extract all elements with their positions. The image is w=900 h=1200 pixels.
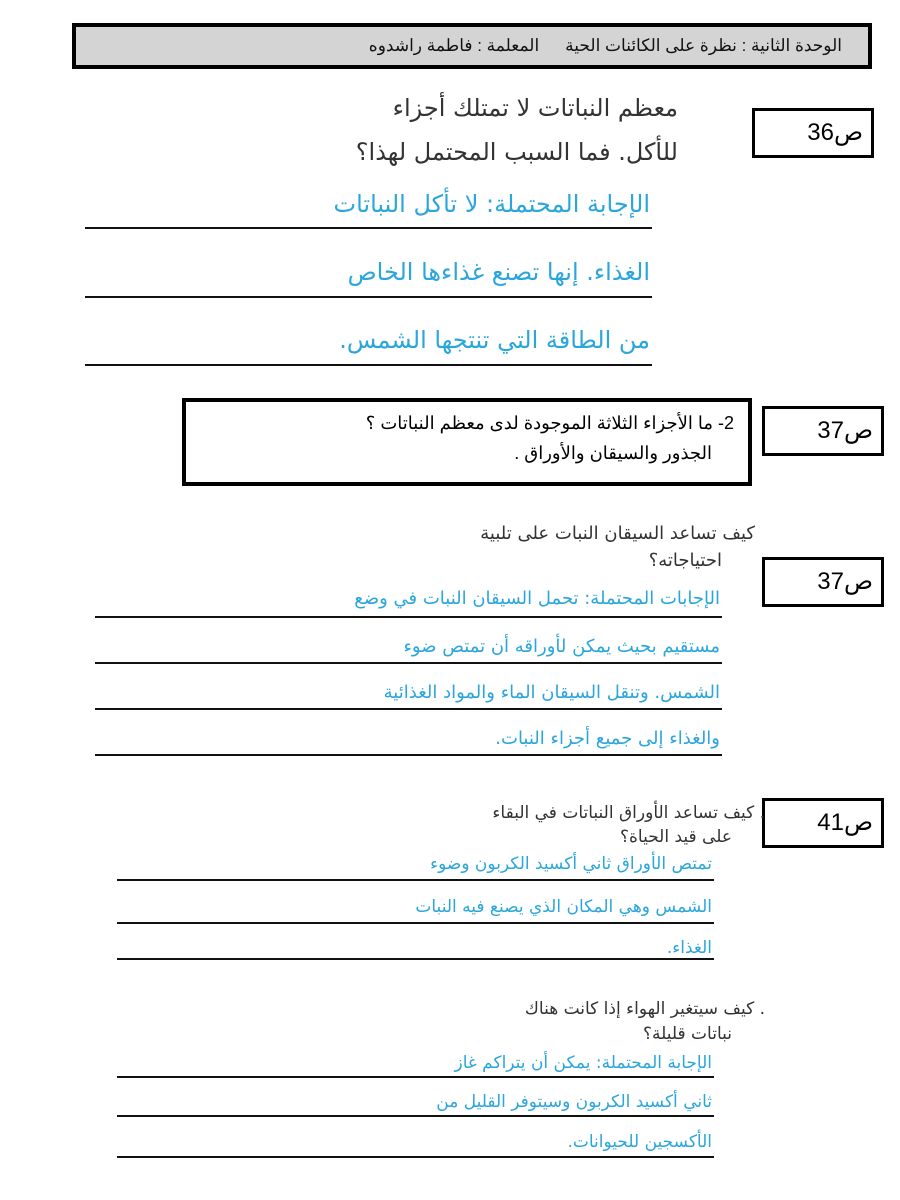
answer-3-line-1: الإجابات المحتملة: تحمل السيقان النبات في وضع <box>354 588 720 609</box>
question-3-line-1: كيف تساعد السيقان النبات على تلبية <box>480 523 755 544</box>
question-2-text: 2- ما الأجزاء الثلاثة الموجودة لدى معظم النباتات ؟ <box>365 413 734 433</box>
question-3-line-2: احتياجاته؟ <box>648 550 722 571</box>
answer-3-line-3: الشمس. وتنقل السيقان الماء والمواد الغذائية <box>383 682 720 703</box>
question-1-line-2: للأكل. فما السبب المحتمل لهذا؟ <box>355 138 678 166</box>
question-2-box <box>182 398 752 486</box>
answer-line <box>95 708 722 710</box>
answer-3-line-2: مستقيم بحيث يمكن لأوراقه أن تمتص ضوء <box>403 636 720 657</box>
answer-1-line-2: الغذاء. إنها تصنع غذاءها الخاص <box>347 258 650 286</box>
page-ref-36: ص36 <box>752 108 874 158</box>
answer-4-line-3: الغذاء. <box>666 938 712 958</box>
answer-line <box>117 1156 714 1158</box>
answer-line <box>85 296 652 298</box>
question-4-line-1: . كيف تساعد الأوراق النباتات في البقاء <box>492 803 765 823</box>
question-1-line-1: معظم النباتات لا تمتلك أجزاء <box>392 94 678 122</box>
answer-1-line-3: من الطاقة التي تنتجها الشمس. <box>339 326 650 354</box>
answer-line <box>117 1076 714 1078</box>
answer-line <box>85 227 652 229</box>
answer-5-line-3: الأكسجين للحيوانات. <box>567 1132 712 1152</box>
answer-4-line-1: تمتص الأوراق ثاني أكسيد الكربون وضوء <box>430 854 712 874</box>
answer-line <box>117 1115 714 1117</box>
question-5-line-1: . كيف سيتغير الهواء إذا كانت هناك <box>524 999 765 1019</box>
question-5-line-2: نباتات قليلة؟ <box>642 1024 732 1044</box>
question-4-line-2: على قيد الحياة؟ <box>619 827 732 847</box>
answer-line <box>95 616 722 618</box>
answer-1-line-1: الإجابة المحتملة: لا تأكل النباتات <box>333 190 650 218</box>
page-ref-37-b: ص37 <box>762 557 884 607</box>
answer-line <box>117 879 714 881</box>
answer-4-line-2: الشمس وهي المكان الذي يصنع فيه النبات <box>415 897 712 917</box>
answer-line <box>117 922 714 924</box>
answer-line <box>117 958 714 960</box>
page-ref-37: ص37 <box>762 406 884 456</box>
answer-3-line-4: والغذاء إلى جميع أجزاء النبات. <box>495 728 720 749</box>
question-2-answer: الجذور والسيقان والأوراق . <box>514 443 712 463</box>
page-ref-41: ص41 <box>762 798 884 848</box>
teacher-name: المعلمة : فاطمة راشدوه <box>368 36 540 55</box>
answer-line <box>95 662 722 664</box>
answer-line <box>85 364 652 366</box>
unit-title: الوحدة الثانية : نظرة على الكائنات الحية <box>565 36 842 55</box>
worksheet-header <box>72 23 872 69</box>
answer-line <box>95 754 722 756</box>
answer-5-line-1: الإجابة المحتملة: يمكن أن يتراكم غاز <box>454 1053 712 1073</box>
answer-5-line-2: ثاني أكسيد الكربون وسيتوفر القليل من <box>436 1092 712 1112</box>
